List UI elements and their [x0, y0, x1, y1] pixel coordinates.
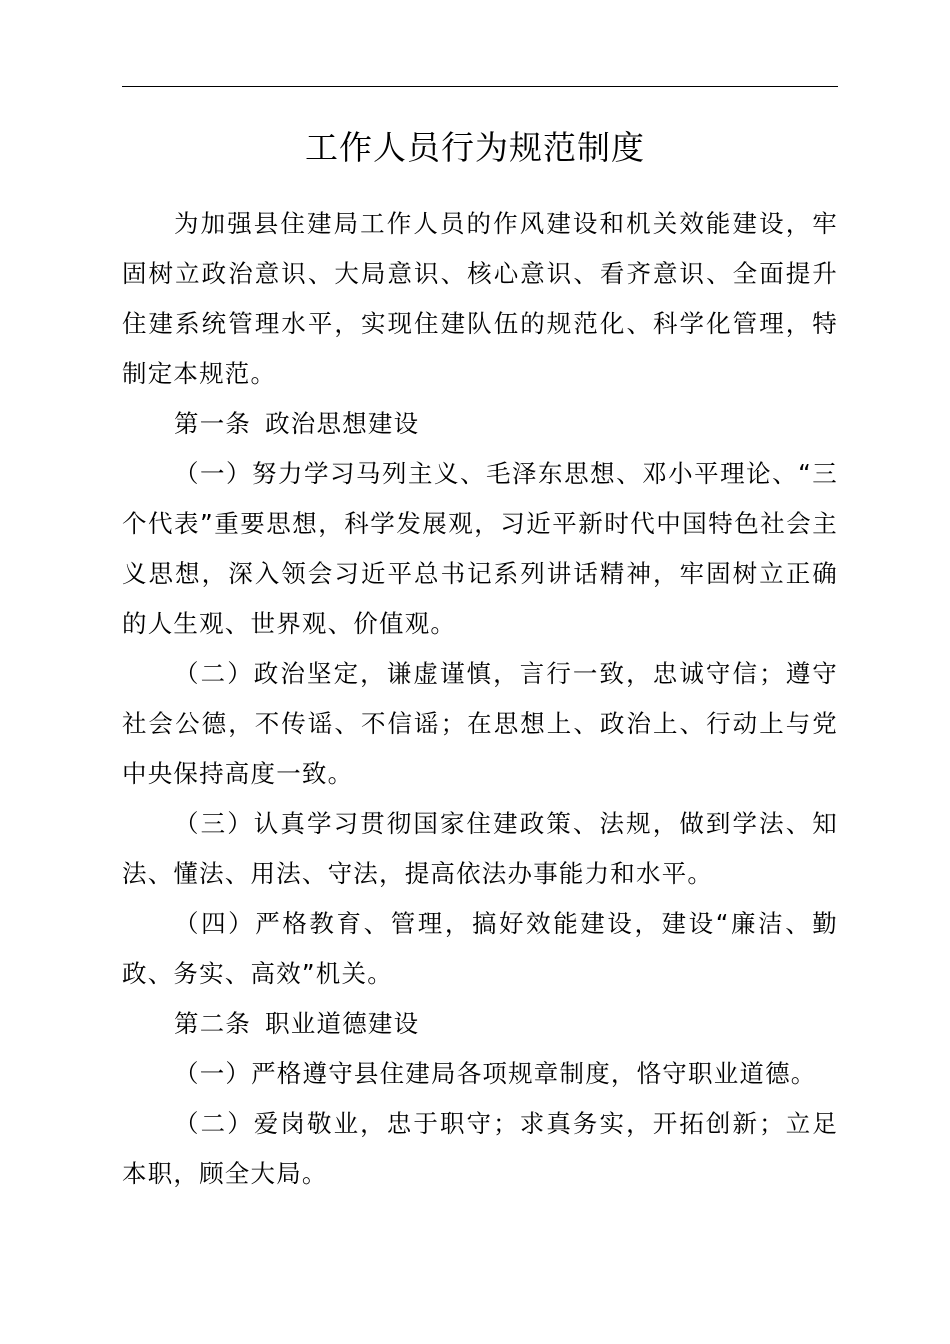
article-1-item-2: （二）政治坚定，谦虚谨慎，言行一致，忠诚守信；遵守社会公德，不传谣、不信谣；在思想上、政治上、行动上与党中央保持高度一致。: [122, 659, 838, 788]
article-2-number: 第二条: [174, 1009, 252, 1038]
article-2-heading: [122, 999, 838, 1049]
article-2-title: 职业道德建设: [265, 1009, 420, 1038]
article-1-item-4: （四）严格教育、管理，搞好效能建设，建设“廉洁、勤政、务实、高效”机关。: [122, 909, 838, 988]
header-rule: [122, 86, 838, 87]
article-1-item-1: （一）努力学习马列主义、毛泽东思想、邓小平理论、“三个代表”重要思想，科学发展观，习近平新时代中国特色社会主义思想，深入领会习近平总书记系列讲话精神，牢固树立正确的人生观、世界观、价值观。: [122, 459, 838, 638]
article-1-heading: [122, 399, 838, 449]
article-2-item-1: （一）严格遵守县住建局各项规章制度，恪守职业道德。: [174, 1059, 817, 1088]
article-2-item-2: （二）爱岗敬业，忠于职守；求真务实，开拓创新；立足本职，顾全大局。: [122, 1109, 838, 1188]
article-1-title: 政治思想建设: [265, 409, 420, 438]
intro-paragraph: 为加强县住建局工作人员的作风建设和机关效能建设，牢固树立政治意识、大局意识、核心意识、看齐意识、全面提升住建系统管理水平，实现住建队伍的规范化、科学化管理，特制定本规范。: [122, 209, 838, 388]
document-body: [122, 199, 838, 1199]
article-1-number: 第一条: [174, 409, 252, 438]
article-1-item-3: （三）认真学习贯彻国家住建政策、法规，做到学法、知法、懂法、用法、守法，提高依法办事能力和水平。: [122, 809, 838, 888]
document-title: 工作人员行为规范制度: [305, 128, 645, 167]
